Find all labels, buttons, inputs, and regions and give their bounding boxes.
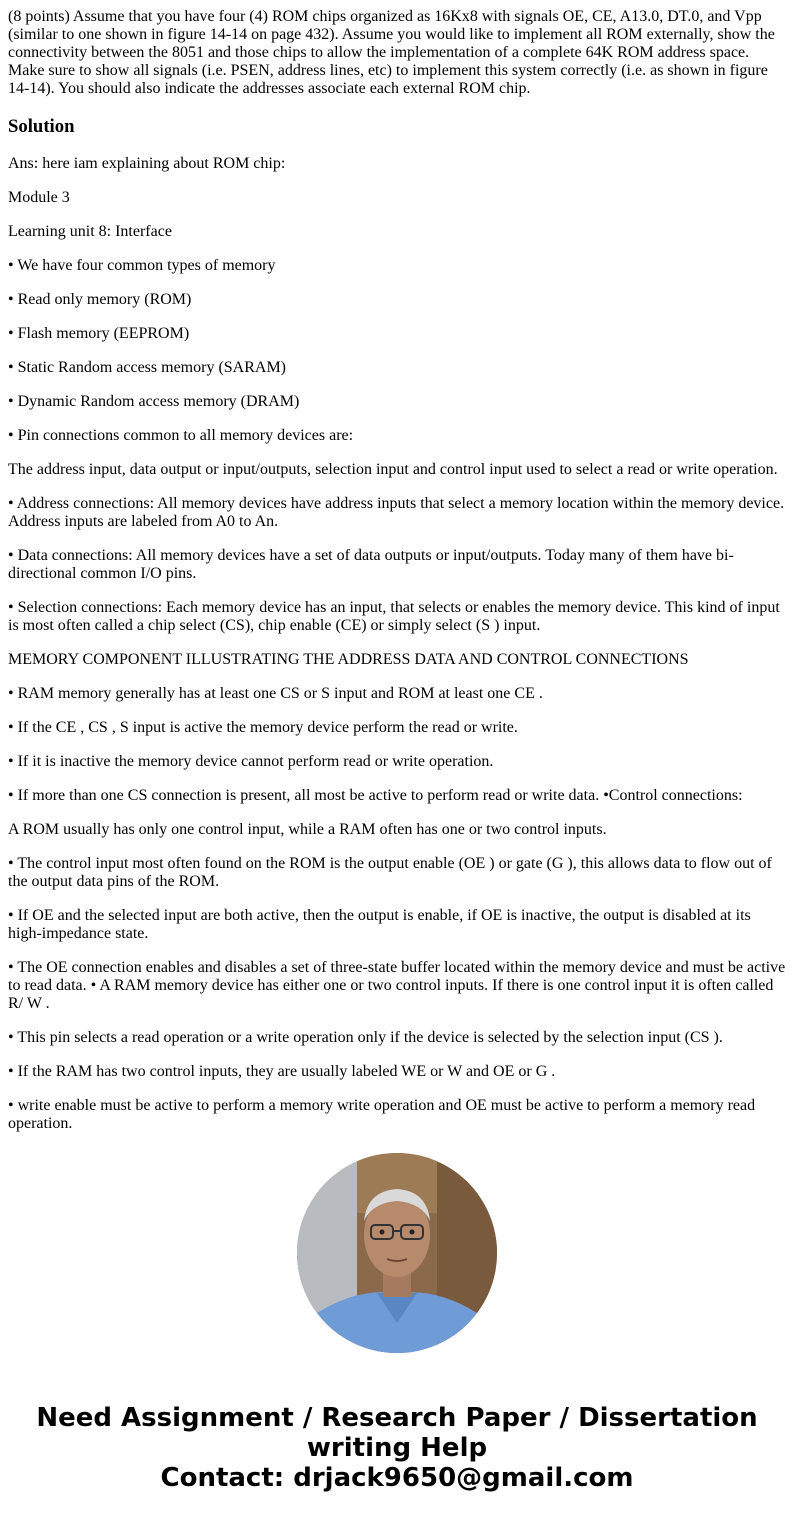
answer-paragraph: • Pin connections common to all memory devices are: (8, 427, 354, 444)
answer-paragraph: • Read only memory (ROM) (8, 291, 192, 308)
question-text: (8 points) Assume that you have four (4) ROM chips organized as 16Kx8 with signals OE, CE, A13.0, DT.0, and Vpp (similar to one shown in figure 14-14 on page 432). Assume you would like to implement all ROM externally, show the connectivity between the 8051 and those chips to allow the implementation of a complete 64K ROM address space. Make sure to show all signals (i.e. PSEN, address lines, etc) to implement this system correctly (i.e. as shown in figure 14-14). You should also indicate the addresses associate each external ROM chip. (8, 8, 775, 97)
answer-paragraph: • The control input most often found on the ROM is the output enable (OE ) or gate (G ), this allows data to flow out of the output data pins of the ROM. (8, 855, 772, 890)
footer-line-2: writing Help (306, 1433, 488, 1463)
answer-paragraph: • If the RAM has two control inputs, they are usually labeled WE or W and OE or G . (8, 1063, 556, 1080)
answer-paragraph: • Static Random access memory (SARAM) (8, 359, 286, 376)
answer-paragraph: • Dynamic Random access memory (DRAM) (8, 393, 300, 410)
document-body (8, 8, 786, 1132)
answer-paragraph: • If more than one CS connection is present, all most be active to perform read or write data. •Control connections: (8, 787, 743, 804)
author-portrait-image (297, 1153, 497, 1353)
answer-paragraph: • If the CE , CS , S input is active the memory device perform the read or write. (8, 719, 518, 736)
answer-paragraph: • RAM memory generally has at least one CS or S input and ROM at least one CE . (8, 685, 543, 702)
answer-paragraph: Learning unit 8: Interface (8, 223, 172, 240)
answer-paragraph: • If OE and the selected input are both active, then the output is enable, if OE is inactive, the output is disabled at its high-impedance state. (8, 907, 751, 942)
answer-paragraph: • Selection connections: Each memory device has an input, that selects or enables the memory device. This kind of input is most often called a chip select (CS), chip enable (CE) or simply select (S ) input. (8, 599, 780, 634)
answer-paragraph: MEMORY COMPONENT ILLUSTRATING THE ADDRESS DATA AND CONTROL CONNECTIONS (8, 651, 689, 668)
answer-paragraph: Module 3 (8, 189, 70, 206)
answer-paragraph: • This pin selects a read operation or a write operation only if the device is selected by the selection input (CS ). (8, 1029, 723, 1046)
answer-paragraph: • We have four common types of memory (8, 257, 276, 274)
answer-paragraph: • If it is inactive the memory device cannot perform read or write operation. (8, 753, 494, 770)
answer-paragraph: A ROM usually has only one control input, while a RAM often has one or two control inputs. (8, 821, 607, 838)
author-avatar (297, 1153, 497, 1353)
answer-paragraph: • Flash memory (EEPROM) (8, 325, 190, 342)
answer-paragraph: Ans: here iam explaining about ROM chip: (8, 155, 286, 172)
solution-heading: Solution (8, 116, 75, 137)
footer-banner (0, 1403, 794, 1493)
answer-paragraph: • The OE connection enables and disables a set of three-state buffer located within the memory device and must be active to read data. • A RAM memory device has either one or two control inputs. If there is one control input it is often called R/ W . (8, 959, 786, 1012)
answer-paragraph: • Data connections: All memory devices have a set of data outputs or input/outputs. Today many of them have bi-directional common I/O pins. (8, 547, 734, 582)
footer-line-1: Need Assignment / Research Paper / Dissertation (36, 1403, 758, 1433)
footer-contact: Contact: drjack9650@gmail.com (160, 1463, 634, 1493)
answer-paragraph: The address input, data output or input/outputs, selection input and control input used to select a read or write operation. (8, 461, 778, 478)
answer-paragraph: • write enable must be active to perform a memory write operation and OE must be active to perform a memory read operation. (8, 1097, 756, 1132)
answer-paragraph: • Address connections: All memory devices have address inputs that select a memory location within the memory device. Address inputs are labeled from A0 to An. (8, 495, 785, 530)
